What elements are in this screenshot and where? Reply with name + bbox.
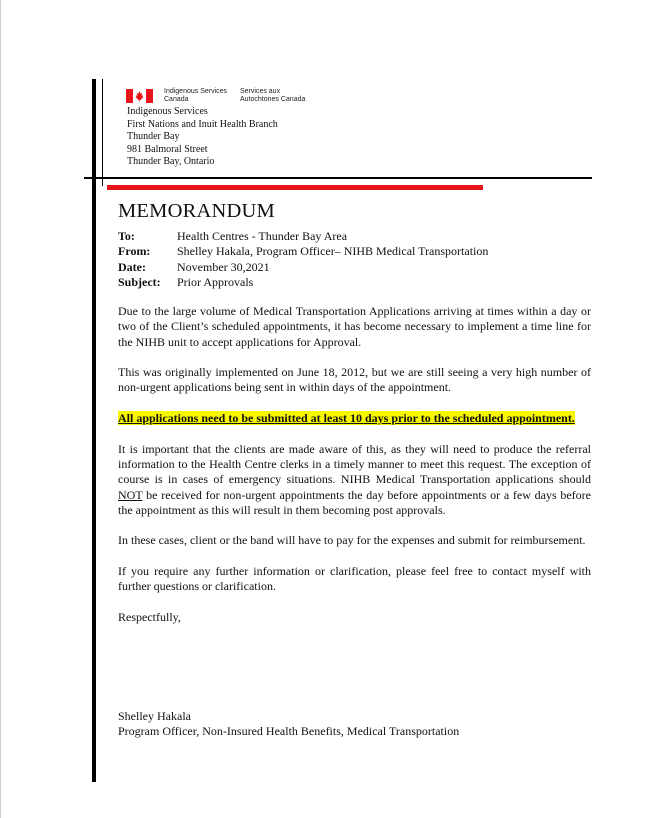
paragraph-cases: In these cases, client or the band will have to pay for the expenses and submit for reimbursement. [118, 533, 586, 548]
to-value: Health Centres - Thunder Bay Area [177, 229, 348, 243]
paragraph-history: This was originally implemented on June 18, 2012, but we are still seeing a very high number of non-urgent applications being sent in within days of the appointment. [118, 365, 591, 395]
sender-address [127, 106, 278, 169]
to-row [118, 229, 488, 244]
canada-flag-icon [126, 89, 153, 103]
paragraph-contact: If you require any further information or clarification, please feel free to contact myself with further questions or clarification. [118, 564, 591, 594]
subject-value: Prior Approvals [177, 274, 254, 289]
header-vertical-rule [102, 79, 103, 186]
address-line: Thunder Bay, Ontario [127, 156, 215, 168]
memo-header-fields [118, 229, 488, 290]
subject-label: Subject: [118, 274, 161, 289]
address-line: Thunder Bay [127, 131, 180, 143]
paragraph-requirement [118, 411, 591, 426]
govt-fr-line1: Services aux [240, 88, 281, 95]
signature-name: Shelley Hakala [118, 709, 191, 723]
address-line: First Nations and Inuit Health Branch [127, 118, 278, 130]
date-value: November 30,2021 [177, 259, 270, 274]
from-value: Shelley Hakala, Program Officer– NIHB Medical Transportation [177, 244, 489, 259]
awareness-text-b: be received for non-urgent appointments the day before appointments or a few days before the appointment as this will result in them becoming post approvals. [118, 487, 591, 517]
govt-en-line2: Canada [164, 95, 189, 103]
closing: Respectfully, [118, 609, 181, 624]
header-horizontal-rule [84, 177, 592, 179]
not-emphasis: NOT [118, 487, 143, 502]
memo-body [118, 304, 591, 641]
to-label: To: [118, 229, 135, 243]
red-accent-bar [107, 185, 483, 190]
govt-name-french [240, 88, 330, 103]
govt-name-english [164, 88, 244, 103]
govt-fr-line2: Autochtones Canada [240, 95, 306, 103]
address-line: Indigenous Services [127, 106, 208, 117]
left-vertical-rule [92, 79, 96, 782]
page-edge [0, 0, 1, 818]
awareness-text-a: It is important that the clients are made aware of this, as they will need to produce the referral information to the Health Centre clerks in a timely manner to meet this request. The exception of course is in cases of emergency situations. NIHB Medical Transportation applications should [118, 441, 591, 487]
date-label: Date: [118, 259, 146, 274]
signature-title: Program Officer, Non-Insured Health Benefits, Medical Transportation [118, 724, 460, 739]
date-row [118, 260, 488, 275]
subject-row [118, 275, 488, 290]
govt-en-line1: Indigenous Services [164, 88, 228, 95]
paragraph-awareness [118, 442, 591, 518]
highlighted-requirement: All applications need to be submitted at least 10 days prior to the scheduled appointment. [118, 411, 575, 426]
memo-title: MEMORANDUM [118, 200, 275, 222]
signature-block [118, 709, 459, 740]
from-row [118, 244, 488, 259]
address-line: 981 Balmoral Street [127, 143, 208, 155]
paragraph-volume: Due to the large volume of Medical Transportation Applications arriving at times within a day or two of the Client’s scheduled appointments, it has become necessary to implement a time line for the NIHB unit to accept applications for Approval. [118, 304, 591, 349]
from-label: From: [118, 244, 151, 259]
